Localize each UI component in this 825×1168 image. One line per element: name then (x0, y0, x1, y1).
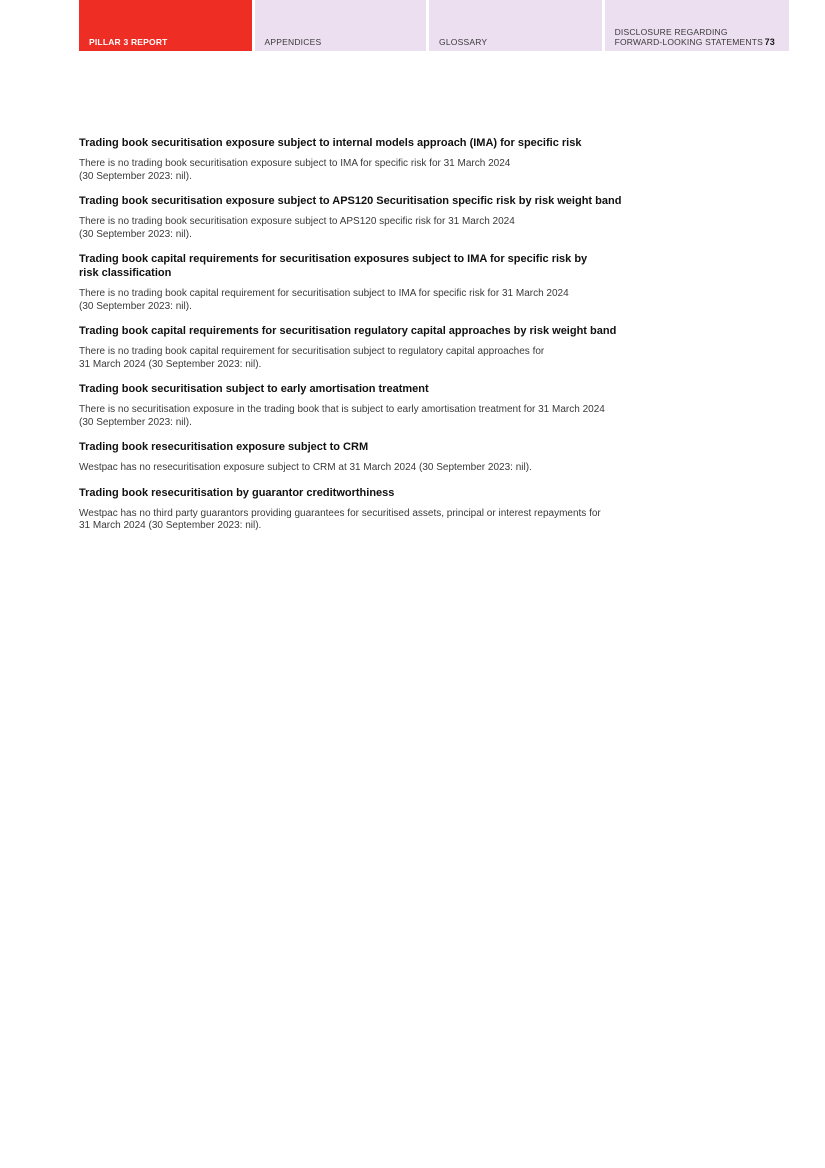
heading-line: risk classification (79, 267, 172, 279)
section-body (79, 216, 784, 241)
body-line: There is no trading book securitisation exposure subject to APS120 specific risk for 31 March 2024 (79, 216, 515, 227)
body-line: Westpac has no resecuritisation exposure subject to CRM at 31 March 2024 (30 September 2023: nil). (79, 462, 532, 473)
section-heading: Trading book securitisation exposure subject to internal models approach (IMA) for specific risk (79, 137, 582, 149)
section-heading: Trading book securitisation exposure subject to APS120 Securitisation specific risk by risk weight band (79, 195, 622, 207)
tab-label: PILLAR 3 REPORT (89, 37, 168, 47)
tab-label: DISCLOSURE REGARDING FORWARD-LOOKING STATEMENTS (614, 27, 764, 47)
section-heading: Trading book securitisation subject to early amortisation treatment (79, 383, 429, 395)
heading-line: Trading book capital requirements for securitisation exposures subject to IMA for specific risk by (79, 253, 588, 265)
section-capital-ima-risk-classification (79, 252, 784, 313)
page-number: 73 (764, 37, 775, 47)
section-resecuritisation-crm (79, 440, 784, 475)
body-line: (30 September 2023: nil). (79, 416, 192, 428)
page-content (79, 136, 784, 544)
section-body (79, 346, 784, 371)
body-line: There is no trading book capital requirement for securitisation subject to regulatory capital approaches for (79, 346, 545, 357)
section-heading: Trading book resecuritisation by guarantor creditworthiness (79, 486, 395, 499)
tab-label: APPENDICES (264, 37, 322, 47)
body-line: There is no securitisation exposure in the trading book that is subject to early amortisation treatment for 31 March 2024 (79, 404, 605, 415)
section-body (79, 508, 784, 533)
body-line: (30 September 2023: nil). (79, 228, 192, 240)
section-capital-regulatory-approaches (79, 324, 784, 371)
section-ima-specific-risk (79, 136, 784, 183)
section-guarantor-creditworthiness (79, 486, 784, 533)
top-navigation (79, 0, 789, 51)
body-line: 31 March 2024 (30 September 2023: nil). (79, 520, 262, 531)
tab-forward-looking-statements[interactable] (605, 0, 789, 51)
section-heading: Trading book capital requirements for securitisation regulatory capital approaches by risk weight band (79, 325, 617, 337)
body-line: Westpac has no third party guarantors providing guarantees for securitised assets, principal or interest repayments for (79, 507, 601, 519)
body-line: There is no trading book securitisation exposure subject to IMA for specific risk for 31 March 2024 (79, 158, 511, 169)
section-early-amortisation (79, 382, 784, 429)
tab-pillar-3-report[interactable] (79, 0, 252, 51)
tab-appendices[interactable] (255, 0, 427, 51)
body-line: (30 September 2023: nil). (79, 170, 192, 182)
body-line: 31 March 2024 (30 September 2023: nil). (79, 358, 262, 370)
section-aps120-risk-weight-band (79, 194, 784, 241)
body-line: (30 September 2023: nil). (79, 300, 192, 312)
section-heading (79, 252, 784, 280)
section-heading: Trading book resecuritisation exposure subject to CRM (79, 441, 369, 453)
section-body (79, 288, 784, 313)
section-body (79, 404, 784, 429)
tab-glossary[interactable] (429, 0, 602, 51)
tab-label: GLOSSARY (439, 37, 488, 47)
body-line: There is no trading book capital requirement for securitisation subject to IMA for specific risk for 31 March 2024 (79, 288, 569, 299)
section-body (79, 462, 784, 475)
section-body (79, 158, 784, 183)
